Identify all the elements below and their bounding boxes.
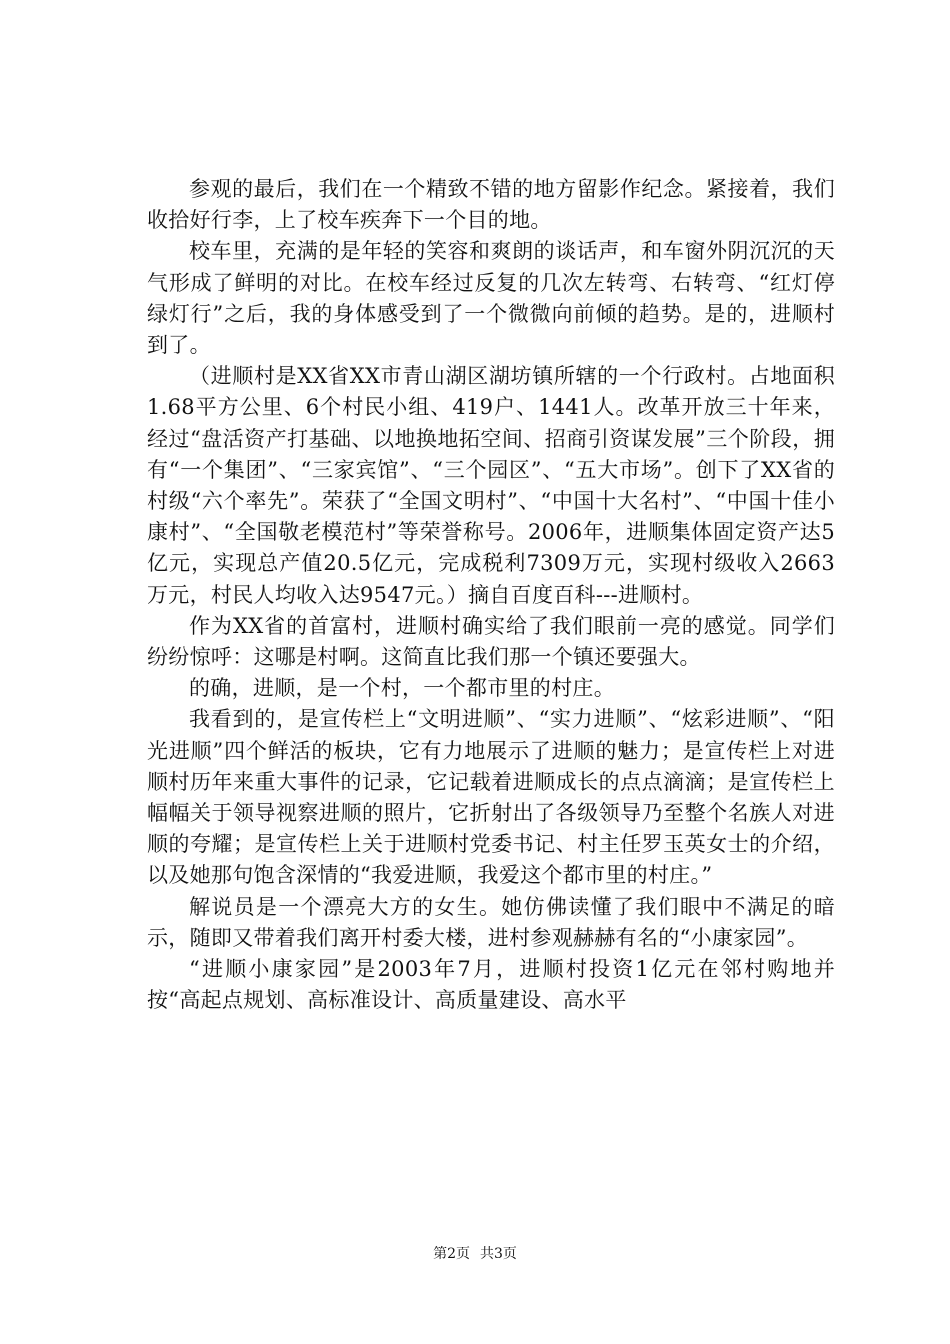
paragraph: 我看到的，是宣传栏上“文明进顺”、“实力进顺”、“炫彩进顺”、“阳光进顺”四个鲜活的板块，它有力地展示了进顺的魅力；是宣传栏上对进顺村历年来重大事件的记录，它记载着进顺成长的点点滴滴；是宣传栏上幅幅关于领导视察进顺的照片，它折射出了各级领导乃至整个名族人对进顺的夸耀；是宣传栏上关于进顺村党委书记、村主任罗玉英女士的介绍，以及她那句饱含深情的“我爱进顺，我爱这个都市里的村庄。”: [147, 707, 835, 888]
paragraph: 参观的最后，我们在一个精致不错的地方留影作纪念。紧接着，我们收拾好行李，上了校车疾奔下一个目的地。: [147, 177, 835, 233]
paragraph: 解说员是一个漂亮大方的女生。她仿佛读懂了我们眼中不满足的暗示，随即又带着我们离开村委大楼，进村参观赫赫有名的“小康家园”。: [147, 894, 835, 950]
paragraph: （进顺村是XX省XX市青山湖区湖坊镇所辖的一个行政村。占地面积1.68平方公里、6个村民小组、419户、1441人。改革开放三十年来，经过“盘活资产打基础、以地换地拓空间、招商引资谋发展”三个阶段，拥有“一个集团”、“三家宾馆”、“三个园区”、“五大市场”。创下了XX省的村级“六个率先”。荣获了“全国文明村”、“中国十大名村”、“中国十佳小康村”、“全国敬老模范村”等荣誉称号。2006年，进顺集体固定资产达5亿元，实现总产值20.5亿元，完成税利7309万元，实现村级收入2663万元，村民人均收入达9547元。）摘自百度百科---进顺村。: [147, 364, 835, 607]
paragraph: “进顺小康家园”是2003年7月，进顺村投资1亿元在邻村购地并按“高起点规划、高标准设计、高质量建设、高水平: [147, 957, 835, 1013]
page-total: 共3页: [480, 1246, 517, 1262]
document-body: [147, 174, 835, 1016]
page-number: 第2页: [433, 1246, 470, 1262]
paragraph: 的确，进顺，是一个村，一个都市里的村庄。: [189, 676, 615, 701]
page-footer: [0, 1243, 950, 1263]
paragraph: 作为XX省的首富村，进顺村确实给了我们眼前一亮的感觉。同学们纷纷惊呼：这哪是村啊。这简直比我们那一个镇还要强大。: [147, 613, 835, 670]
paragraph: 校车里，充满的是年轻的笑容和爽朗的谈话声，和车窗外阴沉沉的天气形成了鲜明的对比。在校车经过反复的几次左转弯、右转弯、“红灯停绿灯行”之后，我的身体感受到了一个微微向前倾的趋势。是的，进顺村到了。: [147, 239, 835, 358]
